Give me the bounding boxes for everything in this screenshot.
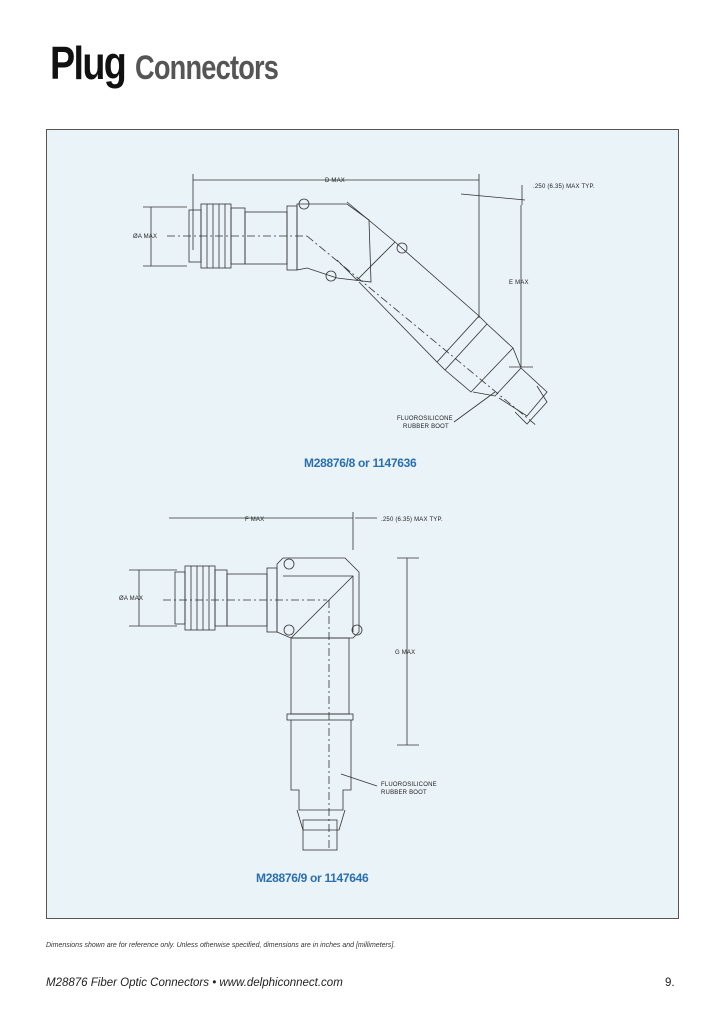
footnote: Dimensions shown are for reference only. Unless otherwise specified, dimensions are in inches and [millimeters]. [46, 942, 396, 949]
diagram2-caption: M28876/9 or 1147646 [256, 871, 369, 885]
drawing-panel [46, 129, 679, 919]
drawing-90-degree-plug [119, 512, 443, 850]
d1-e-max-label: E MAX [509, 280, 529, 286]
d2-typ-label: .250 (6.35) MAX TYP. [381, 517, 443, 523]
technical-drawings [47, 130, 678, 918]
d1-a-max-label: ØA MAX [133, 234, 158, 240]
page-number: 9. [665, 977, 675, 989]
d1-boot-label-2: RUBBER BOOT [403, 424, 449, 430]
d2-g-max-label: G MAX [395, 650, 416, 656]
d1-d-max-label: D MAX [325, 178, 346, 184]
page-title [50, 37, 313, 89]
page-title-light: Connectors [134, 49, 278, 87]
svg-text:RUBBER BOOT [403, 424, 449, 430]
d1-boot-label-1: FLUOROSILICONE [397, 416, 453, 422]
d1-typ-label: .250 (6.35) MAX TYP. [533, 184, 595, 190]
page-title-bold: Plug [50, 37, 126, 89]
d2-boot-label-1: FLUOROSILICONE [381, 782, 437, 788]
footer-text: M28876 Fiber Optic Connectors • www.delphiconnect.com [46, 977, 343, 989]
d2-boot-label-2: RUBBER BOOT [381, 790, 427, 796]
d2-a-max-label: ØA MAX [119, 596, 144, 602]
svg-text:FLUOROSILICONE [397, 416, 453, 422]
diagram1-caption: M28876/8 or 1147636 [304, 456, 417, 470]
d2-f-max-label: F MAX [245, 517, 265, 523]
drawing-45-degree-plug [133, 174, 595, 430]
